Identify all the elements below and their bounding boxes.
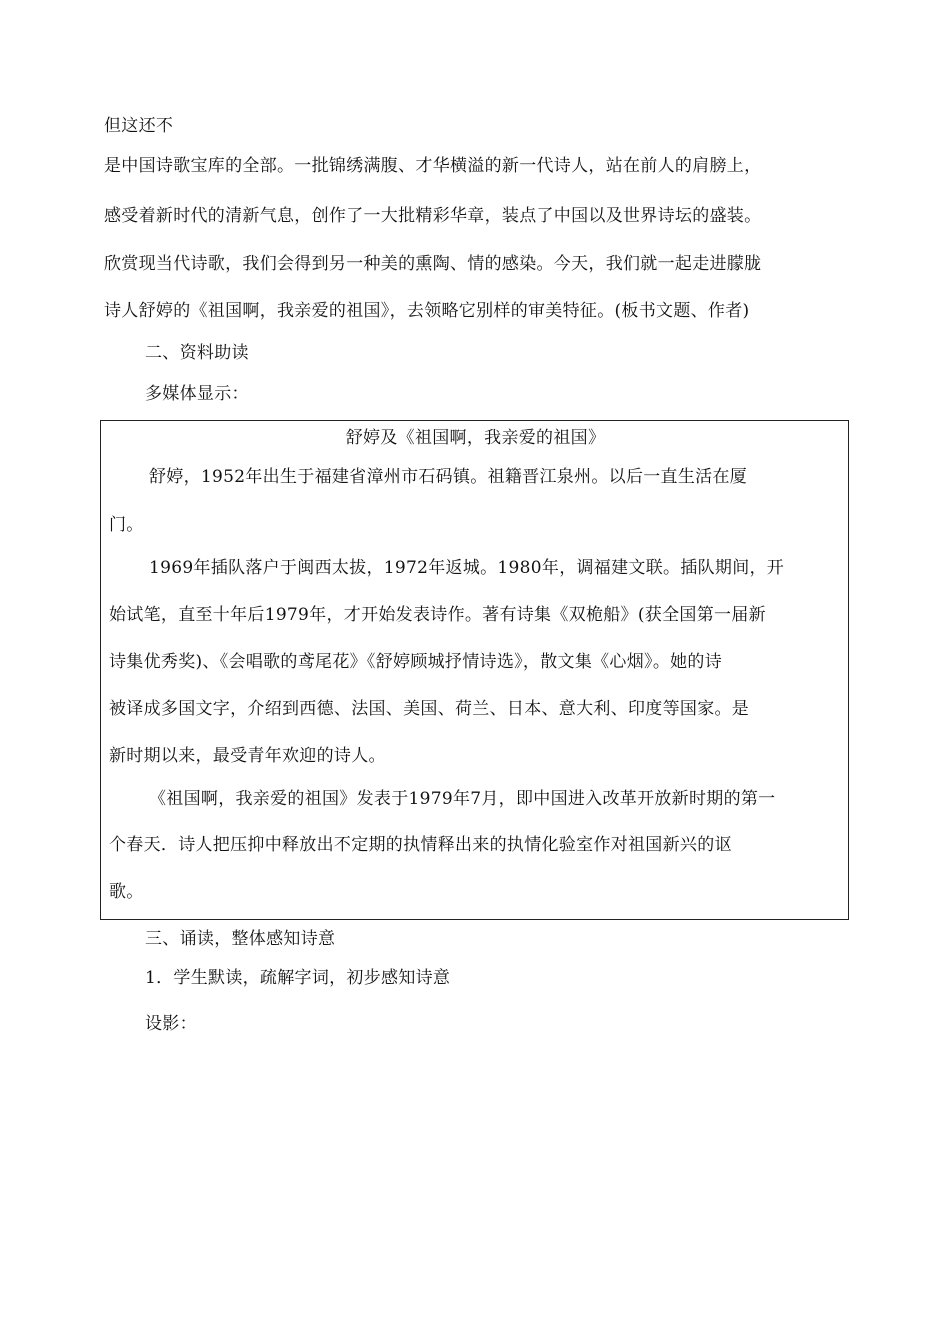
box-line: 歌。 [109,882,144,902]
multimedia-label: 多媒体显示： [145,384,249,404]
paragraph-line: 欣赏现当代诗歌，我们会得到另一种美的熏陶、情的感染。今天，我们就一起走进朦胧 [104,254,762,274]
paragraph-line: 是中国诗歌宝库的全部。一批锦绣满腹、才华横溢的新一代诗人，站在前人的肩膀上， [104,156,762,176]
box-line: 《祖国啊，我亲爱的祖国》发表于1979年7月，即中国进入改革开放新时期的第一 [149,789,776,809]
box-title: 舒婷及《祖国啊，我亲爱的祖国》 [345,428,606,448]
box-line: 个春天．诗人把压抑中释放出不定期的执情释出来的执情化验室作对祖国新兴的讴 [109,835,732,855]
shadow-label: 设影： [145,1014,197,1034]
paragraph-line: 诗人舒婷的《祖国啊，我亲爱的祖国》，去领略它别样的审美特征。(板书文题、作者) [104,301,750,321]
box-line: 始试笔，直至十年后1979年，才开始发表诗作。著有诗集《双桅船》(获全国第一届新 [109,605,766,625]
box-line: 门。 [109,515,144,535]
box-line: 被译成多国文字，介绍到西德、法国、美国、荷兰、日本、意大利、印度等国家。是 [109,699,750,719]
paragraph-line: 但这还不 [104,116,174,136]
step-item: 1．学生默读，疏解字词，初步感知诗意 [145,968,451,988]
box-line: 1969年插队落户于闽西太拔，1972年返城。1980年，调福建文联。插队期间，开 [149,558,785,578]
paragraph-line: 感受着新时代的清新气息，创作了一大批精彩华章，装点了中国以及世界诗坛的盛装。 [104,206,762,226]
box-line: 诗集优秀奖)、《会唱歌的鸢尾花》《舒婷顾城抒情诗选》，散文集《心烟》。她的诗 [109,652,723,672]
section-heading: 三、诵读，整体感知诗意 [145,929,336,949]
box-line: 舒婷，1952年出生于福建省漳州市石码镇。祖籍晋江泉州。以后一直生活在厦 [149,467,748,487]
section-heading: 二、资料助读 [145,343,249,363]
info-box [100,420,849,920]
box-line: 新时期以来，最受青年欢迎的诗人。 [109,746,386,766]
